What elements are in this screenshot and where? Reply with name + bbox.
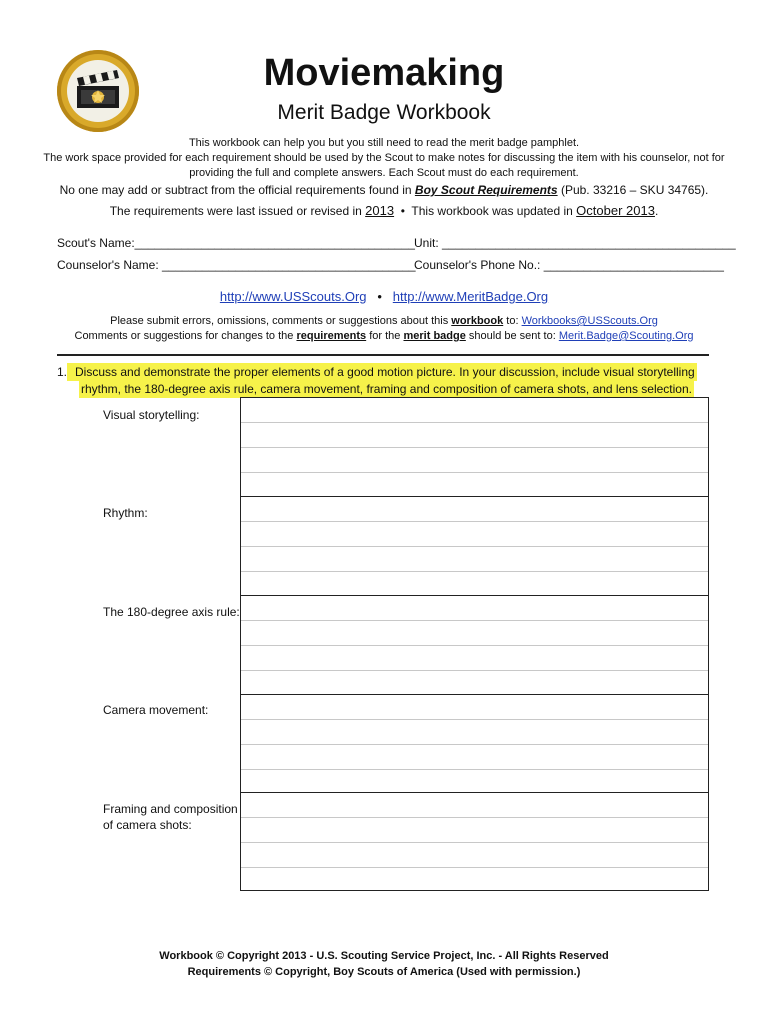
rule-line-1: [241, 719, 708, 720]
section-label-framing: [103, 801, 238, 833]
footer-copyright-workbook: Workbook © Copyright 2013 - U.S. Scouting Service Project, Inc. - All Rights Reserved: [159, 950, 609, 962]
comments-prefix: Comments or suggestions for changes to the: [74, 330, 294, 342]
updated-prefix: This workbook was updated in: [411, 204, 573, 218]
counselor-phone-field[interactable]: Counselor's Phone No.: ___________________________: [414, 258, 724, 272]
requirement-number: 1.: [57, 365, 68, 379]
submit-to: to:: [506, 315, 519, 327]
section-label-rhythm: [103, 505, 148, 521]
submit-line: [40, 315, 728, 327]
section-label-line: The 180-degree axis rule:: [103, 605, 240, 619]
section-label-visual-storytelling: [103, 407, 200, 423]
rule-line-2: [241, 447, 708, 448]
divider: [57, 354, 709, 356]
updated-date: October 2013: [576, 203, 655, 218]
submit-prefix: Please submit errors, omissions, comments or suggestions about this: [110, 315, 449, 327]
intro-line-2: The work space provided for each requirement should be used by the Scout to make notes for discussing the item with his counselor, not for: [43, 152, 725, 164]
answer-box-180-degree[interactable]: [240, 595, 709, 695]
issued-prefix: The requirements were last issued or revised in: [109, 204, 362, 218]
workbooks-email-link[interactable]: Workbooks@USScouts.Org: [521, 315, 658, 327]
submit-word: workbook: [451, 315, 504, 327]
comments-line: [40, 330, 728, 342]
section-label-line: Visual storytelling:: [103, 408, 200, 422]
rule-line-3: [241, 670, 708, 671]
rule-line-3: [241, 571, 708, 572]
answer-box-camera-movement[interactable]: [240, 694, 709, 793]
section-label-line: of camera shots:: [103, 818, 192, 832]
section-label-line: Rhythm:: [103, 506, 148, 520]
scout-name-field[interactable]: Scout's Name:__________________________________________: [57, 236, 415, 250]
section-label-180-degree: [103, 604, 240, 620]
rule-line-2: [241, 842, 708, 843]
rule-suffix: (Pub. 33216 – SKU 34765).: [560, 183, 709, 197]
section-label-camera-movement: [103, 702, 208, 718]
updated-end: .: [654, 204, 659, 218]
page-title: Moviemaking: [263, 52, 505, 94]
requirement-1-line-2: [57, 381, 717, 397]
comments-for: for the: [369, 330, 401, 342]
link-separator: •: [377, 289, 382, 304]
comments-merit-badge: merit badge: [403, 330, 466, 342]
comments-requirements: requirements: [296, 330, 367, 342]
website-links: [40, 289, 728, 304]
answer-box-rhythm[interactable]: [240, 496, 709, 596]
rule-book-title: Boy Scout Requirements: [414, 183, 558, 197]
rule-line-3: [241, 867, 708, 868]
footer-copyright-requirements: Requirements © Copyright, Boy Scouts of America (Used with permission.): [187, 966, 581, 978]
rule-line-3: [241, 472, 708, 473]
rule-line-1: [241, 620, 708, 621]
section-label-line: Camera movement:: [103, 703, 209, 717]
bullet-separator: •: [400, 204, 405, 218]
rule-line-1: [241, 422, 708, 423]
rule-line-2: [241, 744, 708, 745]
meritbadge-email-link[interactable]: Merit.Badge@Scouting.Org: [558, 330, 694, 342]
rule-line-2: [241, 546, 708, 547]
section-label-line: Framing and composition: [103, 802, 238, 816]
issued-line: [40, 203, 728, 218]
rule-line: [40, 183, 728, 197]
footer: [0, 948, 768, 980]
rule-line-3: [241, 769, 708, 770]
intro-line-3: providing the full and complete answers. Each Scout must do each requirement.: [189, 167, 579, 179]
counselor-name-field[interactable]: Counselor's Name: ______________________________________: [57, 258, 416, 272]
rule-prefix: No one may add or subtract from the official requirements found in: [59, 183, 412, 197]
answer-box-framing[interactable]: [240, 792, 709, 891]
rule-line-2: [241, 645, 708, 646]
requirement-text-1: Discuss and demonstrate the proper elements of a good motion picture. In your discussion, include visual storytelling: [67, 363, 697, 381]
intro-line-1: This workbook can help you but you still need to read the merit badge pamphlet.: [188, 137, 580, 149]
usscouts-link[interactable]: http://www.USScouts.Org: [219, 289, 367, 304]
issued-year: 2013: [365, 203, 395, 218]
meritbadge-link[interactable]: http://www.MeritBadge.Org: [392, 289, 549, 304]
page-subtitle: Merit Badge Workbook: [277, 101, 491, 124]
requirement-1: [57, 364, 717, 397]
answer-box-visual-storytelling[interactable]: [240, 397, 709, 497]
requirement-1-line-1: [57, 364, 717, 380]
requirement-text-2: rhythm, the 180-degree axis rule, camera movement, framing and composition of camera shots, and lens selection.: [81, 382, 692, 396]
rule-line-1: [241, 817, 708, 818]
unit-field[interactable]: Unit: ____________________________________________: [414, 236, 736, 250]
rule-line-1: [241, 521, 708, 522]
comments-sent: should be sent to:: [468, 330, 556, 342]
